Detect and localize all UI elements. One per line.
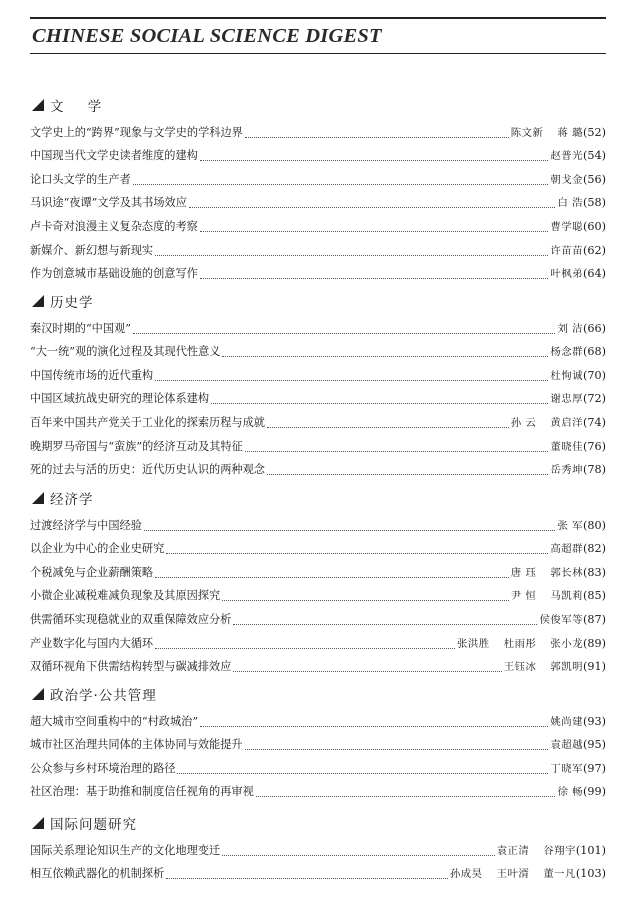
entry-authors (550, 761, 583, 777)
entry-authors (511, 125, 583, 141)
entry-title: 百年来中国共产党关于工业化的探索历程与成就 (30, 415, 265, 429)
author-name: 刘 洁 (557, 322, 584, 335)
entry-authors (557, 321, 583, 337)
toc-entry[interactable] (30, 313, 606, 337)
entry-authors (550, 439, 583, 455)
entry-authors (550, 219, 583, 235)
entry-title: 论口头文学的生产者 (30, 172, 131, 186)
entry-authors (511, 588, 583, 604)
toc-entry[interactable] (30, 455, 606, 479)
dot-leader (200, 726, 548, 727)
entry-title: 晚期罗马帝国与“蛮族”的经济互动及其特征 (30, 439, 243, 453)
toc-entry[interactable] (30, 360, 606, 384)
page-number: (83) (583, 565, 606, 579)
toc-entry[interactable] (30, 581, 606, 605)
author-name: 袁超越 (550, 739, 584, 752)
author-name: 谷翔宇 (543, 844, 576, 857)
entry-title: 个税减免与企业薪酬策略 (30, 565, 154, 579)
triangle-marker-icon (32, 99, 44, 111)
page-number: (101) (575, 843, 606, 857)
author-name: 董晓佳 (550, 440, 584, 453)
author-name: 杨念群 (550, 346, 584, 359)
toc-section (30, 487, 606, 675)
page-number: (58) (583, 196, 606, 210)
entry-title: 秦汉时期的“中国观” (30, 321, 131, 335)
author-name: 孙成昊 (449, 868, 483, 881)
toc-entry[interactable] (30, 117, 606, 141)
section-title: 政治学·公共管理 (50, 688, 157, 704)
author-name: 陈文新 (510, 126, 544, 139)
toc-entry[interactable] (30, 706, 606, 730)
entry-title: 作为创意城市基础设施的创意写作 (30, 267, 198, 281)
dot-leader (245, 137, 509, 138)
page-number: (76) (583, 439, 606, 453)
page-number: (74) (583, 415, 606, 429)
triangle-marker-icon (32, 688, 44, 700)
toc-entry[interactable] (30, 753, 606, 777)
dot-leader (177, 773, 548, 774)
page-number: (97) (583, 761, 606, 775)
entry-title: 新媒介、新幻想与新现实 (30, 243, 154, 257)
entry-authors (450, 866, 576, 882)
author-name: 岳秀坤 (550, 464, 584, 477)
dot-leader (189, 207, 556, 208)
entry-title: 供需循环实现稳就业的双重保障效应分析 (30, 612, 232, 626)
section-title: 经济学 (50, 492, 94, 508)
author-name: 杜雨彤 (503, 637, 537, 650)
toc-entry[interactable] (30, 384, 606, 408)
page-number: (52) (583, 125, 606, 139)
dot-leader (233, 624, 537, 625)
author-name: 王叶湑 (496, 868, 530, 881)
author-name: 高超群 (550, 543, 584, 556)
entry-authors (457, 636, 583, 652)
triangle-marker-icon (32, 817, 44, 829)
dot-leader (166, 553, 548, 554)
toc-section (30, 812, 606, 882)
entry-authors (550, 714, 583, 730)
toc-entry[interactable] (30, 259, 606, 283)
toc-entry[interactable] (30, 777, 606, 801)
page-number: (89) (583, 636, 606, 650)
section-heading (30, 683, 606, 705)
page-number: (66) (583, 321, 606, 335)
author-name: 许苗苗 (550, 244, 584, 257)
entry-title: 产业数字化与国内大循环 (30, 636, 154, 650)
dot-leader (256, 796, 556, 797)
author-name: 曹学聪 (550, 220, 584, 233)
author-name: 谢忠厚 (550, 393, 584, 406)
section-title: 历史学 (50, 295, 94, 311)
entry-title: 社区治理：基于助推和制度信任视角的再审视 (30, 785, 254, 799)
page-number: (85) (583, 589, 606, 603)
author-name: 张小龙 (550, 637, 584, 650)
header-bottom-rule (30, 53, 606, 54)
page-number: (93) (583, 714, 606, 728)
dot-leader (222, 855, 494, 856)
entry-authors (550, 266, 583, 282)
toc-entry[interactable] (30, 534, 606, 558)
page-number: (103) (575, 867, 606, 881)
entry-title: 马识途“夜谭”文学及其书场效应 (30, 196, 187, 210)
author-name: 黄启洋 (550, 416, 584, 429)
dot-leader (166, 878, 448, 879)
author-name: 唐 珏 (510, 566, 537, 579)
author-name: 杜恂诚 (550, 369, 584, 382)
header-top-rule (30, 17, 606, 19)
page-number: (64) (583, 267, 606, 281)
entry-title: “大一统”观的演化过程及其现代性意义 (30, 345, 221, 359)
entry-authors (497, 843, 576, 859)
toc-entry[interactable] (30, 604, 606, 628)
section-title: 国际问题研究 (50, 817, 137, 833)
entry-title: 相互依赖武器化的机制探析 (30, 867, 165, 881)
section-heading (30, 487, 606, 509)
author-name: 孙 云 (510, 416, 537, 429)
section-heading (30, 812, 606, 834)
dot-leader (222, 356, 548, 357)
toc-entry[interactable] (30, 652, 606, 676)
entry-authors (557, 518, 583, 534)
author-name: 侯俊军等 (539, 613, 584, 626)
page-number: (78) (583, 463, 606, 477)
triangle-marker-icon (32, 492, 44, 504)
entry-title: 国际关系理论知识生产的文化地理变迁 (30, 843, 221, 857)
page-number: (95) (583, 738, 606, 752)
page-number: (91) (583, 660, 606, 674)
page-number: (56) (583, 172, 606, 186)
entry-title: 公众参与乡村环境治理的路径 (30, 761, 176, 775)
author-name: 姚尚建 (550, 715, 584, 728)
entry-authors (550, 368, 583, 384)
author-name: 徐 畅 (557, 786, 584, 799)
entry-title: 以企业为中心的企业史研究 (30, 542, 165, 556)
dot-leader (267, 427, 509, 428)
toc-entry[interactable] (30, 164, 606, 188)
author-name: 赵普光 (550, 150, 584, 163)
toc-entry[interactable] (30, 431, 606, 455)
author-name: 袁正清 (496, 844, 530, 857)
page-number: (99) (583, 785, 606, 799)
dot-leader (200, 278, 549, 279)
entry-authors (511, 415, 583, 431)
dot-leader (245, 451, 549, 452)
entry-title: 过渡经济学与中国经验 (30, 518, 142, 532)
entry-authors (550, 243, 583, 259)
toc-entry[interactable] (30, 628, 606, 652)
author-name: 张 军 (557, 519, 584, 532)
entry-title: 中国传统市场的近代重构 (30, 368, 154, 382)
entry-title: 卢卡奇对浪漫主义复杂态度的考察 (30, 219, 198, 233)
entry-title: 中国区域抗战史研究的理论体系建构 (30, 392, 210, 406)
toc-entry[interactable] (30, 859, 606, 883)
entry-title: 中国现当代文学史读者维度的建构 (30, 149, 198, 163)
dot-leader (155, 380, 548, 381)
dot-leader (245, 749, 549, 750)
author-name: 郭凯明 (550, 661, 584, 674)
author-name: 马凯莉 (550, 590, 584, 603)
section-title: 文 学 (50, 99, 112, 115)
toc-entry[interactable] (30, 337, 606, 361)
dot-leader (200, 231, 549, 232)
page-number: (54) (583, 149, 606, 163)
entry-authors (550, 462, 583, 478)
page-number: (72) (583, 392, 606, 406)
entry-authors (539, 612, 583, 628)
entry-title: 死的过去与活的历史：近代历史认识的两种观念 (30, 463, 265, 477)
page-number: (70) (583, 368, 606, 382)
dot-leader (222, 600, 509, 601)
entry-authors (550, 737, 583, 753)
page-number: (82) (583, 542, 606, 556)
entry-title: 文学史上的“跨界”现象与文学史的学科边界 (30, 125, 243, 139)
entry-authors (550, 148, 583, 164)
dot-leader (211, 403, 548, 404)
toc-entry[interactable] (30, 211, 606, 235)
entry-authors (557, 195, 583, 211)
entry-authors (557, 784, 583, 800)
toc-entry[interactable] (30, 835, 606, 859)
entry-authors (550, 344, 583, 360)
toc-entry[interactable] (30, 188, 606, 212)
toc-section (30, 290, 606, 478)
author-name: 王钰冰 (503, 661, 537, 674)
page-number: (62) (583, 243, 606, 257)
toc-entry[interactable] (30, 235, 606, 259)
dot-leader (267, 474, 548, 475)
dot-leader (133, 184, 549, 185)
author-name: 尹 恒 (510, 590, 537, 603)
author-name: 蒋 璐 (557, 126, 584, 139)
entry-title: 双循环视角下供需结构转型与碳减排效应 (30, 660, 232, 674)
entry-authors (550, 391, 583, 407)
dot-leader (155, 577, 509, 578)
journal-title: CHINESE SOCIAL SCIENCE DIGEST (32, 25, 382, 47)
dot-leader (233, 671, 501, 672)
toc-section (30, 683, 606, 800)
toc-entry[interactable] (30, 407, 606, 431)
author-name: 白 浩 (557, 197, 584, 210)
page-number: (68) (583, 345, 606, 359)
page-number: (80) (583, 518, 606, 532)
author-name: 董一凡 (543, 868, 576, 881)
entry-authors (550, 172, 583, 188)
entry-authors (504, 659, 583, 675)
author-name: 张洪胜 (457, 637, 490, 650)
entry-authors (511, 565, 583, 581)
author-name: 朝戈金 (550, 173, 584, 186)
page-number: (87) (583, 612, 606, 626)
section-heading (30, 94, 606, 116)
dot-leader (133, 333, 555, 334)
entry-title: 超大城市空间重构中的“村政城治” (30, 714, 199, 728)
toc-section (30, 94, 606, 282)
toc-entry[interactable] (30, 510, 606, 534)
author-name: 叶枫弟 (550, 268, 584, 281)
toc-entry[interactable] (30, 557, 606, 581)
dot-leader (155, 255, 548, 256)
entry-title: 小微企业减税难减负现象及其原因探究 (30, 589, 221, 603)
author-name: 丁晓军 (550, 762, 584, 775)
section-heading (30, 290, 606, 312)
entry-authors (550, 541, 583, 557)
entry-title: 城市社区治理共同体的主体协同与效能提升 (30, 738, 243, 752)
toc-entry[interactable] (30, 730, 606, 754)
dot-leader (144, 530, 556, 531)
dot-leader (155, 648, 455, 649)
toc-entry[interactable] (30, 141, 606, 165)
page-number: (60) (583, 219, 606, 233)
triangle-marker-icon (32, 295, 44, 307)
dot-leader (200, 160, 549, 161)
author-name: 郭长林 (550, 566, 584, 579)
